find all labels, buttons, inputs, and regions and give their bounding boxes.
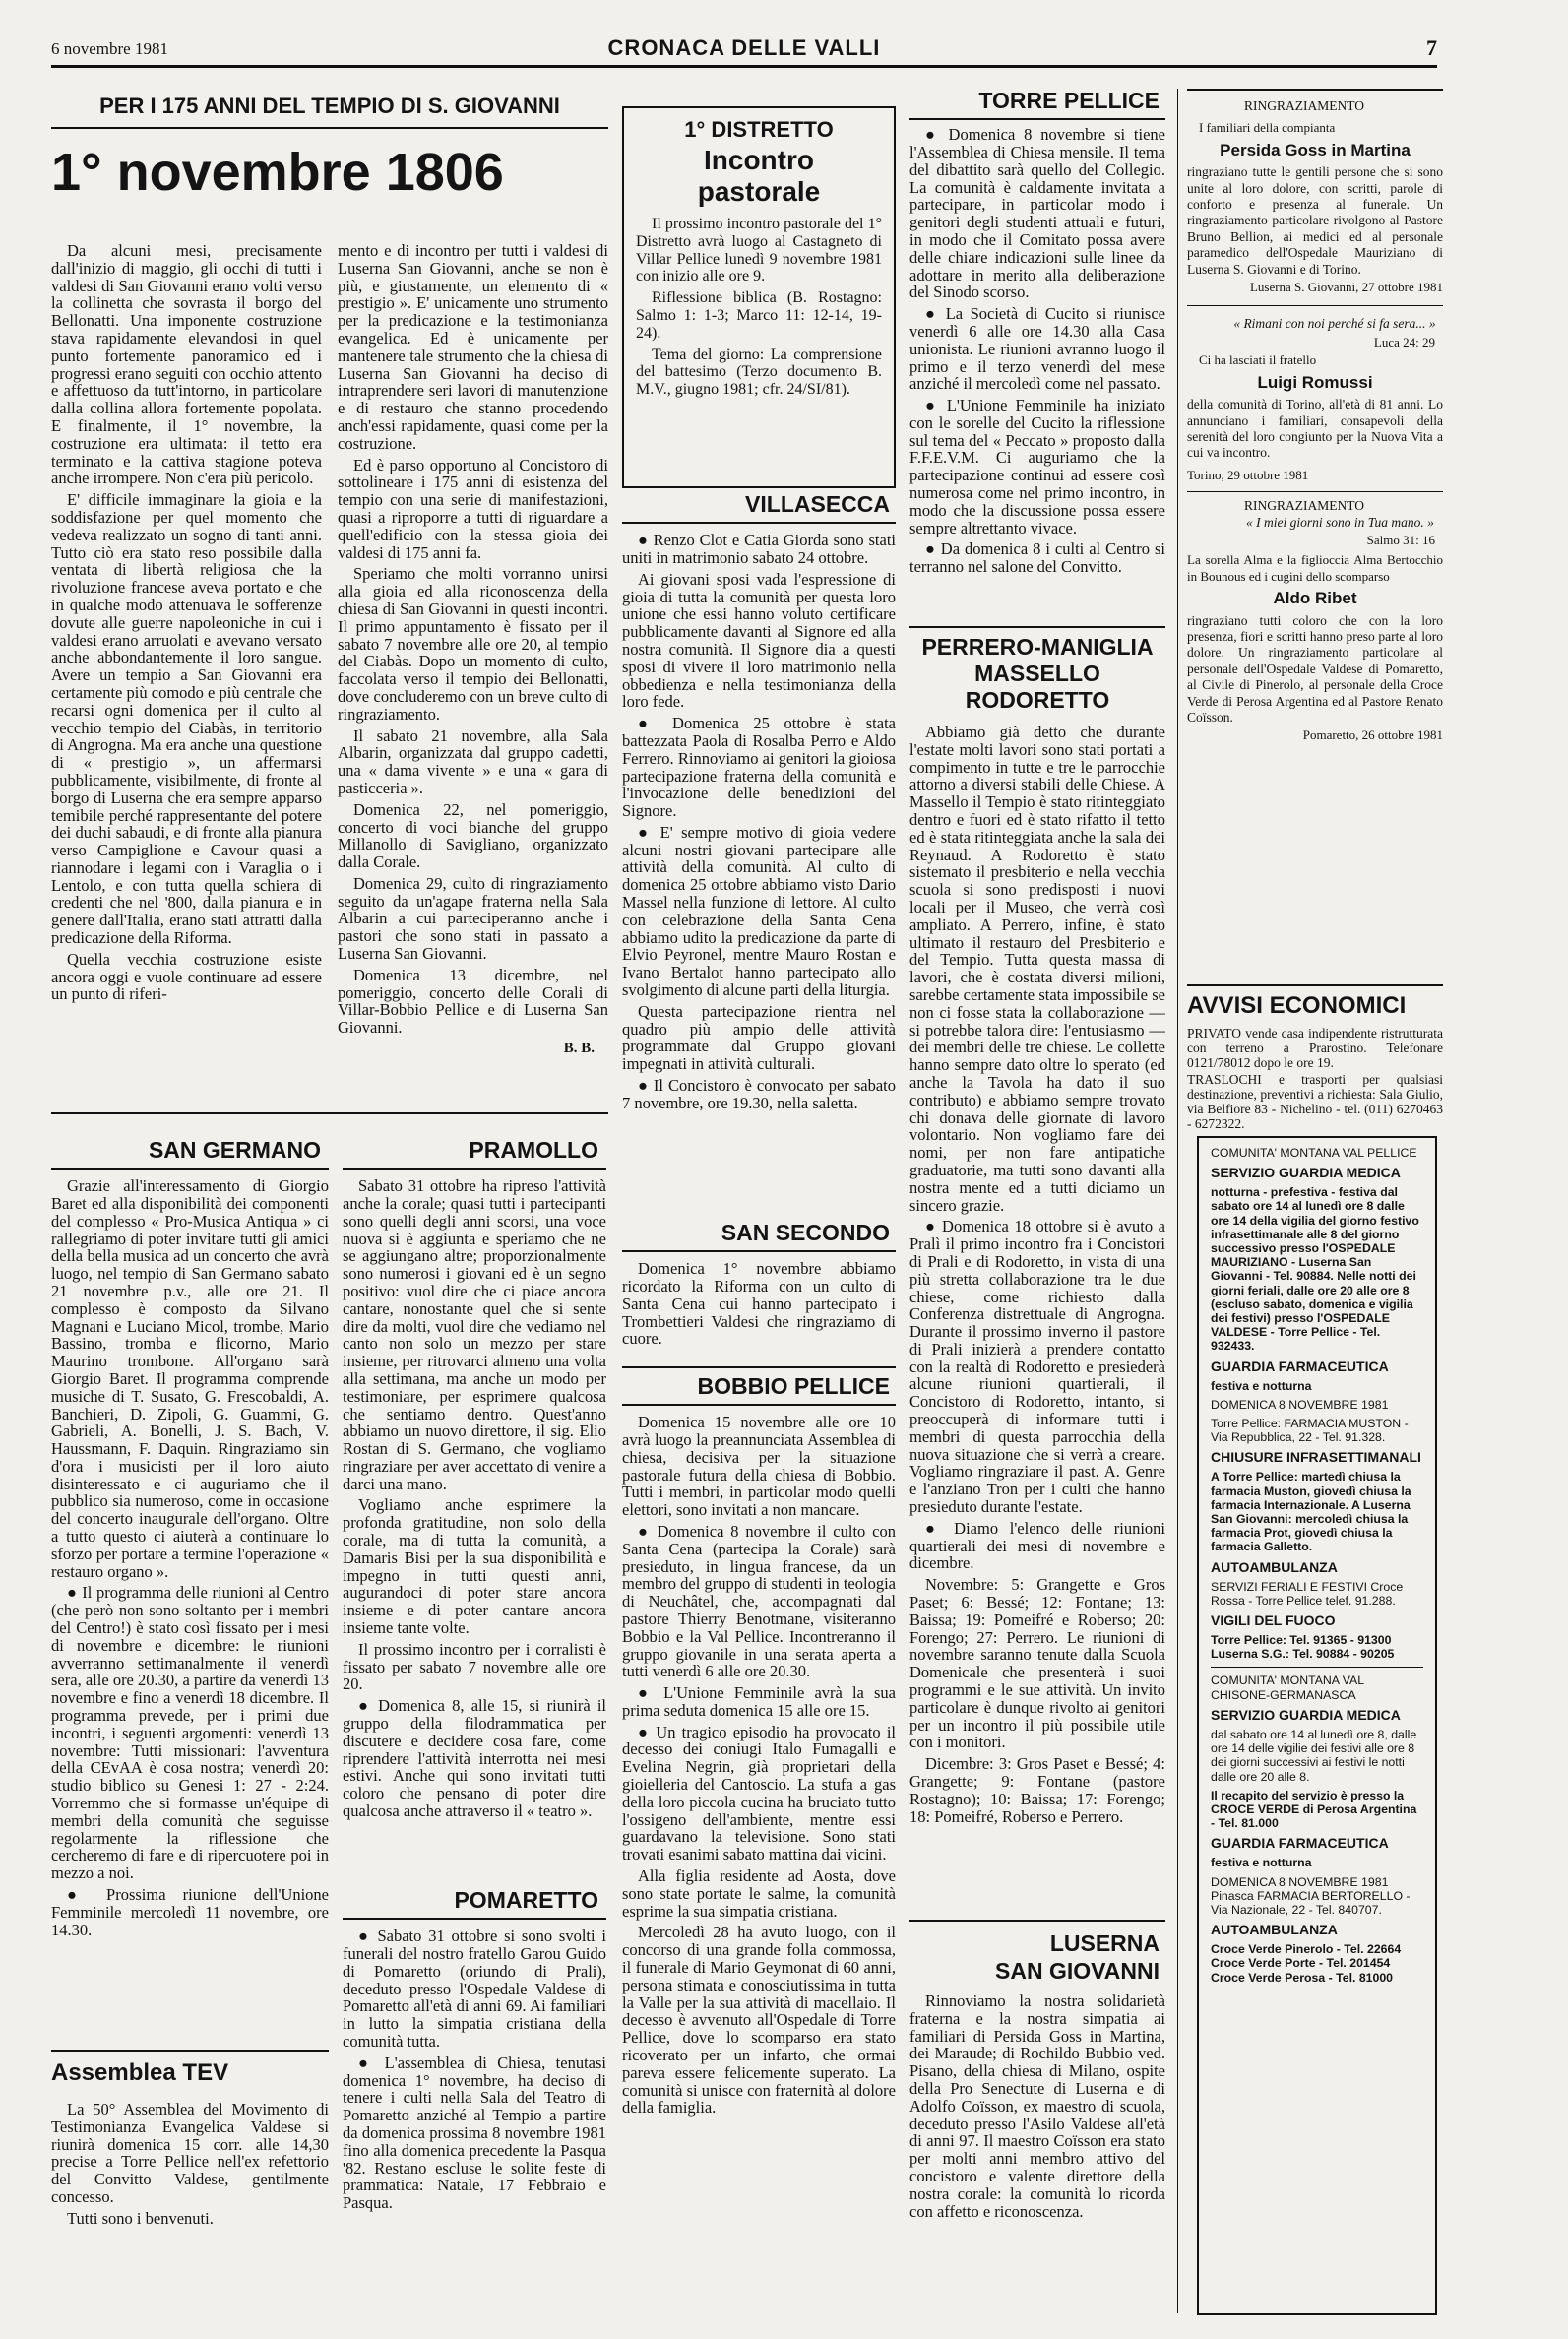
divider bbox=[51, 1112, 608, 1114]
paragraph: Tutti sono i benvenuti. bbox=[67, 2208, 214, 2228]
paragraph: Rinnoviamo la nostra solidarietà fraterna e la nostra simpatia ai familiari di Persida Goss in Martina, dei Maraude; di Rochildo Bubbio ved. Pisano, della chiesa di Milano, ospite della Pro Senectute di Luserna e di Adolfo Coïsson, ex maestro di scuola, deceduto presso l'Asilo Valdese all'età di anni 97. Il maestro Coïsson era stato per molti anni membro attivo del concistoro e valente direttore della nostra corale: la comunità lo ricorda con affetto e riconoscenza. bbox=[909, 1991, 1165, 2221]
services-heading: COMUNITA' MONTANA VAL CHISONE-GERMANASCA bbox=[1211, 1674, 1364, 1702]
services-chisone bbox=[1211, 1674, 1423, 1984]
obituary-name: Persida Goss in Martina bbox=[1220, 140, 1411, 159]
paragraph: Ai giovani sposi vada l'espressione di gioia di tutta la comunità per questa loro unione che essi hanno voluto certificare pubblicamente davanti al Signore ed alla nostra comunità. Il Signore dia a questi sposi di vivere il loro matrimonio nella obbedienza e nella testimonianza della loro fede. bbox=[622, 569, 896, 712]
services-box bbox=[1197, 1136, 1437, 2315]
article-bobbio bbox=[622, 1366, 896, 2313]
paragraph: Quella vecchia costruzione esiste ancora oggi e vuole continuare ad essere un punto di riferi- bbox=[51, 949, 322, 1004]
service-text: DOMENICA 8 NOVEMBRE 1981 bbox=[1211, 1397, 1389, 1412]
service-detail: Torre Pellice: Tel. 91365 - 91300 Luserna S.G.: Tel. 90884 - 90205 bbox=[1211, 1633, 1395, 1662]
classified-item: TRASLOCHI e trasporti per qualsiasi destinazione, preventivi a richiesta: Sala Giulio, via Belfiore 83 - Nichelino - tel. (011) 6270463 - 6272322. bbox=[1187, 1072, 1443, 1131]
divider bbox=[51, 2050, 329, 2052]
obituary-name: Luigi Romussi bbox=[1257, 372, 1373, 392]
obituary-text: ringraziano tutti coloro che con la loro presenza, fiori e scritti hanno preso parte al loro dolore. Un ringraziamento particolare al personale dell'Ospedale Valdese di Pomaretto, al Civile di Pinerolo, al personale della Croce Verde di Perosa Argentina ed al Pastore Renato Coïsson. bbox=[1187, 612, 1443, 725]
paragraph: Vogliamo anche esprimere la profonda gratitudine, non solo della corale, ma di tutta la comunità, a Damaris Bisi per la sua disponibilità e impegno in tutti questi anni, augurandoci di poter stare ancora insieme e di poter cantare ancora insieme tante volte. bbox=[343, 1495, 606, 1638]
paragraph: ● Diamo l'elenco delle riunioni quartierali dei mesi di novembre e dicembre. bbox=[909, 1518, 1165, 1573]
divider bbox=[1177, 89, 1178, 2313]
obituary-ref: Salmo 31: 16 bbox=[1366, 532, 1435, 547]
paragraph: Domenica 1° novembre abbiamo ricordato la Riforma con un culto di Santa Cena cui hanno partecipato i Trombettieri Valdesi che ringraziamo di cuore. bbox=[622, 1259, 896, 1349]
paper-title: CRONACA DELLE VALLI bbox=[607, 35, 881, 60]
service-detail: notturna - prefestiva - festiva dal sabato ore 14 al lunedì ore 8 dalle ore 14 della vigilia del giorno festivo infrasettimanale alle 8 del giorno successivo presso l'OSPEDALE MAURIZIANO - Luserna San Giovanni - Tel. 90884. Nelle notti dei giorni feriali, dalle ore 20 alle ore 8 (escluso sabato, domenica e vigilia dei festivi) presso l'OSPEDALE VALDESE - Torre Pellice - Tel. 932433. bbox=[1211, 1185, 1419, 1354]
services-pellice bbox=[1211, 1146, 1423, 1661]
services-heading: COMUNITA' MONTANA VAL PELLICE bbox=[1211, 1146, 1417, 1160]
obituary-quote: « I miei giorni sono in Tua mano. » bbox=[1246, 514, 1434, 530]
obituary-quote: « Rimani con noi perché si fa sera... » bbox=[1233, 316, 1436, 332]
obituary-ref: Luca 24: 29 bbox=[1373, 334, 1435, 349]
obituary-place: Pomaretto, 26 ottobre 1981 bbox=[1302, 727, 1443, 743]
paragraph: Novembre: 5: Grangette e Gros Paset; 6: Bessé; 12: Fontane; 13: Baissa; 19: Pomeifré e Roberso; 20: Forengo; 27: Perrero. Le riunioni di novembre saranno tenute dalla Scuola Domenicale che presenterà i suoi programmi e le sue attività. Un invito particolare è dunque rivolto ai genitori per un incontro il più possibile utile con i monitori. bbox=[909, 1575, 1165, 1752]
divider bbox=[1187, 305, 1443, 306]
article-column-1 bbox=[51, 242, 322, 1007]
article-pramollo bbox=[343, 1138, 606, 1880]
section-heading: AVVISI ECONOMICI bbox=[1187, 992, 1407, 1019]
paragraph: Questa partecipazione rientra nel quadro più ampio delle attività programmate dal Gruppo giovani impegnati in attività culturali. bbox=[622, 1001, 896, 1074]
service-title: GUARDIA FARMACEUTICA bbox=[1211, 1835, 1389, 1852]
article-pomaretto bbox=[343, 1888, 606, 2311]
article-tev bbox=[51, 2050, 329, 2313]
paragraph: Alla figlia residente ad Aosta, dove sono state portate le salme, la comunità esprime la sua simpatia cristiana. bbox=[622, 1866, 896, 1921]
paragraph: ● Domenica 18 ottobre si è avuto a Pralì il primo incontro fra i Concistori di Prali e di Rodoretto, in vista di una più stretta collaborazione tra le due chiese, come richiesto dalla Conferenza distrettuale di Angrogna. Durante il prossimo inverno il pastore di Prali inizierà a prendere contatto con la realtà di Rodoretto e presiederà alcune riunioni quartierali, il Concistoro di Rodoretto, intanto, si preoccuperà di informare tutti i membri di questa parrocchia della nuova situazione che si verrà a creare. Vogliamo ringraziare il past. A. Genre e l'anziano Tron per i culti che hanno presieduto durante l'estate. bbox=[909, 1217, 1165, 1517]
service-title: SERVIZIO GUARDIA MEDICA bbox=[1211, 1706, 1401, 1723]
obituary-place: Torino, 29 ottobre 1981 bbox=[1187, 467, 1309, 482]
service-detail: festiva e notturna bbox=[1211, 1856, 1312, 1870]
classified-item: PRIVATO vende casa indipendente ristrutturata con terreno a Prarostino. Telefonare 0121/78012 dopo le ore 19. bbox=[1187, 1026, 1443, 1070]
article-title: 1° novembre 1806 bbox=[51, 143, 504, 203]
divider bbox=[909, 1920, 1165, 1922]
service-title: GUARDIA FARMACEUTICA bbox=[1211, 1358, 1389, 1374]
obituary-intro: I familiari della compianta bbox=[1199, 120, 1336, 136]
divider bbox=[1187, 89, 1443, 91]
paragraph: Grazie all'interessamento di Giorgio Baret ed alla disponibilità dei componenti del complesso « Pro-Musica Antiqua » ci rallegriamo di poter invitare tutti gli amici della bella musica ad un concerto che avrà luogo, nel tempio di San Germano sabato 21 novembre p.v., alle ore 21. Il complesso è composto da Silvano Magnani e Luciano Micol, trombe, Mario Bassino, tromba e flicorno, Mario Maurino trombone. All'organo sarà Giorgio Baret. Il programma comprende musiche di T. Susato, G. Frescobaldi, A. Banchieri, D. Zipoli, G. Guammi, G. Gabrieli, A. Bonelli, J. S. Bach, V. Haussmann, F. Daquin. Ringraziamo sin d'ora i musicisti per il loro aiuto disinteressato e ci auguriamo che il pubblico sia numeroso, come in occasione del concerto inaugurale dell'organo. Oltre a tutto questo ci aiuterà a continuare lo sforzo per portare a termine l'operazione « restauro organo ». bbox=[51, 1176, 329, 1581]
obituary-head: RINGRAZIAMENTO bbox=[1244, 498, 1364, 514]
article-kicker: PER I 175 ANNI DEL TEMPIO DI S. GIOVANNI bbox=[99, 95, 560, 118]
paragraph: ● Domenica 8, alle 15, si riunirà il gruppo della filodrammatica per discutere e decidere cosa fare, come riprendere l'attività interrotta nei mesi estivi. Anche qui sono invitati tutti coloro che pensano di poter dire qualcosa anche attraverso il « teatro ». bbox=[343, 1696, 606, 1821]
section-heading: SAN GIOVANNI bbox=[995, 1958, 1160, 1984]
article-torre-pellice bbox=[909, 89, 1165, 620]
paragraph: Riflessione biblica (B. Rostagno: Salmo 1: 1-3; Marco 11: 12-14, 19-24). bbox=[636, 289, 882, 342]
paragraph: ● Il programma delle riunioni al Centro (che però non sono soltanto per i membri del Centro!) è stato così fissato per i mesi di novembre e dicembre: le riunioni avverranno settimanalmente il venerdì sera, alle ore 20.30, a partire da venerdì 13 novembre e fino a venerdì 18 dicembre. Il programma prevede, per i primi due incontri, i seguenti argomenti: venerdì 13 novembre: Tutti missionari: l'avventura della CEvAA è cosa nostra; venerdì 20: studio biblico su Genesi 1: 27 - 2:24. Vorremmo che si formasse un'équipe di membri della comunità che seguisse regolarmente la riflessione che cercheremo di fare e di ripercuotere poi in mezzo a noi. bbox=[51, 1583, 329, 1883]
section-heading: PRAMOLLO bbox=[343, 1138, 606, 1170]
paragraph: ● Il Concistoro è convocato per sabato 7 novembre, ore 19.30, nella saletta. bbox=[622, 1076, 896, 1112]
service-title: VIGILI DEL FUOCO bbox=[1211, 1612, 1336, 1629]
obituaries bbox=[1187, 89, 1443, 975]
paragraph: Speriamo che molti vorranno unirsi alla gioia ed alla riconoscenza della chiesa di San Giovanni in questi incontri. Il primo appuntamento è fissato per il sabato 7 novembre alle ore 20, al tempio del Ciabàs. Dopo un momento di culto, faccolata verso il tempio dei Bellonatti, dove concluderemo con un breve culto di ringraziamento. bbox=[338, 564, 608, 724]
service-text: Torre Pellice: FARMACIA MUSTON - Via Repubblica, 22 - Tel. 91.328. bbox=[1211, 1417, 1409, 1445]
service-text: DOMENICA 8 NOVEMBRE 1981 Pinasca FARMACIA BERTORELLO - Via Nazionale, 22 - Tel. 840707. bbox=[1211, 1874, 1411, 1917]
article-perrero bbox=[909, 626, 1165, 1928]
section-heading: POMARETTO bbox=[343, 1888, 606, 1920]
paragraph: Il prossimo incontro per i corralisti è fissato per sabato 7 novembre alle ore 20. bbox=[343, 1639, 606, 1694]
obituary-text: della comunità di Torino, all'età di 81 anni. Lo annunciano i familiari, consapevoli della serenità del loro congiunto per la Nuova Vita a cui va incontro. bbox=[1187, 397, 1443, 461]
obituary-name: Aldo Ribet bbox=[1273, 589, 1357, 608]
paragraph: ● Renzo Clot e Catia Giorda sono stati uniti in matrimonio sabato 24 ottobre. bbox=[622, 531, 896, 567]
service-detail: festiva e notturna bbox=[1211, 1378, 1312, 1393]
paragraph: ● E' sempre motivo di gioia vedere alcuni nostri giovani partecipare alle attività della comunità. Al culto di domenica 25 ottobre abbiamo visto Dario Massel nella funzione di lettore. Al culto con celebrazione della Santa Cena abbiamo udito la predicazione da parte di Elvio Peyronel, mentre Mauro Rostan e Ivano Bertalot hanno partecipato allo svolgimento di alcune parti della liturgia. bbox=[622, 822, 896, 1000]
page-number: 7 bbox=[1426, 35, 1437, 60]
section-heading: RODORETTO bbox=[965, 687, 1110, 713]
distretto-subtitle: pastorale bbox=[697, 176, 821, 208]
paragraph: ● L'Unione Femminile ha iniziato con le sorelle del Cucito la riflessione sul tema del « Peccato » proposto dalla F.F.E.V.M. Ci auguriamo che la partecipazione continui ad essere così numerosa come nel primo incontro, in modo che la discussione possa essere sempre altrettanto vivace. bbox=[909, 396, 1165, 537]
divider bbox=[1187, 984, 1443, 986]
section-heading: TORRE PELLICE bbox=[909, 89, 1165, 120]
section-heading: MASSELLO bbox=[974, 661, 1100, 686]
paragraph: Ed è parso opportuno al Concistoro di sottolineare i 175 anni di esistenza del tempio con una serie di manifestazioni, quasi a riproporre a tutti di riguardare a quell'edificio con la stessa gioia dei valdesi di 175 anni fa. bbox=[338, 455, 608, 562]
obituary-text: ringraziano tutte le gentili persone che si sono unite al loro dolore, con scritti, parole di conforto e presenza al funerale. Un ringraziamento particolare rivolgono al Pastore Bruno Bellion, ai medici ed al personale paramedico dell'Ospedale Mauriziano di Luserna S. Giovanni e di Torino. bbox=[1187, 164, 1443, 277]
distretto-box bbox=[622, 106, 896, 488]
paragraph: ● Da domenica 8 i culti al Centro si terranno nel salone del Convitto. bbox=[909, 539, 1165, 577]
divider bbox=[1211, 1667, 1423, 1668]
paragraph: Dicembre: 3: Gros Paset e Bessé; 4: Grangette; 9: Fontane (pastore Rostagno); 10: Baissa; 17: Forengo; 18: Pomeifré, Roberso e Perrero. bbox=[909, 1754, 1165, 1826]
paragraph: Domenica 15 novembre alle ore 10 avrà luogo la preannunciata Assemblea di chiesa, decisiva per la situazione pastorale futura della chiesa di Bobbio. Tutti i membri, in particolar modo quelli elettori, sono invitati a non mancare. bbox=[622, 1413, 896, 1520]
paragraph: ● Un tragico episodio ha provocato il decesso dei coniugi Italo Fumagalli e Evelina Negrin, già proprietari della gioielleria del Cantoscio. La stufa a gas della loro piccola cucina ha bruciato tutto l'ossigeno dell'ambiente, mentre essi guardavano la televisione. Sono stati trovati esanimi sabato mattina dai vicini. bbox=[622, 1722, 896, 1865]
paragraph: ● La Società di Cucito si riunisce venerdì 6 alle ore 14.30 alla Casa unionista. Le riunioni avranno luogo il primo e il terzo venerdì del mese anziché il mercoledì come nel passato. bbox=[909, 304, 1165, 394]
service-text: dal sabato ore 14 al lunedì ore 8, dalle ore 14 delle vigilie dei festivi alle ore 8 dei giorni successivi ai festivi le notti dalle ore 20 alle 8. bbox=[1211, 1727, 1417, 1784]
service-title: SERVIZIO GUARDIA MEDICA bbox=[1211, 1165, 1401, 1181]
paragraph: ● L'Unione Femminile avrà la sua prima seduta domenica 15 alle ore 15. bbox=[622, 1683, 896, 1720]
service-text: SERVIZI FERIALI E FESTIVI Croce Rossa - Torre Pellice telef. 91.288. bbox=[1211, 1579, 1404, 1608]
service-detail: Il recapito del servizio è presso la CROCE VERDE di Perosa Argentina - Tel. 81.000 bbox=[1211, 1788, 1417, 1831]
service-title: AUTOAMBULANZA bbox=[1211, 1922, 1338, 1938]
article-tempio bbox=[51, 95, 608, 1079]
divider bbox=[51, 127, 608, 129]
paragraph: Il sabato 21 novembre, alla Sala Albarin, organizzata dal gruppo cadetti, una « dama vivente » e una « gara di pasticceria ». bbox=[338, 726, 608, 797]
service-title: CHIUSURE INFRASETTIMANALI bbox=[1211, 1449, 1421, 1466]
page-header bbox=[51, 35, 1437, 68]
paragraph: ● Prossima riunione dell'Unione Femminile mercoledì 11 novembre, ore 14.30. bbox=[51, 1885, 329, 1939]
obituary-place: Luserna S. Giovanni, 27 ottobre 1981 bbox=[1249, 280, 1443, 295]
obituary-intro: La sorella Alma e la figlioccia Alma Bertocchio in Bounous ed i cugini dello scomparso bbox=[1187, 552, 1443, 584]
section-heading: PERRERO-MANIGLIA bbox=[921, 634, 1154, 660]
section-heading: SAN GERMANO bbox=[51, 1138, 329, 1170]
obituary-head: RINGRAZIAMENTO bbox=[1244, 98, 1364, 113]
paragraph: ● Domenica 8 novembre si tiene l'Assemblea di Chiesa mensile. Il tema del dibattito sarà quello del Collegio. La comunità è caldamente invitata a partecipare, in particolar modo i genitori degli studenti attuali e futuri, in modo che il Comitato possa avere delle chiare indicazioni sulle linee da adottare in merito alla deliberazione del Sinodo scorso. bbox=[909, 125, 1165, 302]
paragraph: Tema del giorno: La comprensione del battesimo (Terzo documento B. M.V., giugno 1981; cfr. 24/SI/81). bbox=[636, 346, 882, 399]
section-heading: LUSERNA bbox=[1049, 1930, 1160, 1956]
paragraph: La 50° Assemblea del Movimento di Testimonianza Evangelica Valdese si riunirà domenica 15 corr. alle 14,30 precise a Torre Pellice nell'ex refettorio del Convitto Valdese, gentilmente concesso. bbox=[51, 2100, 329, 2206]
divider bbox=[622, 1366, 896, 1368]
section-heading: VILLASECCA bbox=[622, 492, 896, 524]
paragraph: Sabato 31 ottobre ha ripreso l'attività anche la corale; quasi tutti i partecipanti sono quelli degli anni scorsi, una voce nuova si è aggiunta e speriamo che ne se aggiungano altre; proporzionalmente sono numerosi i giovani ed è un segno positivo: vuol dire che ci piace ancora cantare, nonostante quel che si sente dire da molti, vuol dire che vediamo nel canto non solo un mezzo per stare insieme, per ritrovarci almeno una volta alla settimana, ma anche un modo per testimoniare, per esprimere qualcosa che sentiamo dentro. Quest'anno abbiamo un nuovo direttore, il sig. Elio Rostan di S. Germano, che vogliamo ringraziare per aver accettato di venire a darci una mano. bbox=[343, 1176, 606, 1493]
article-san-secondo bbox=[622, 1221, 896, 1364]
issue-date: 6 novembre 1981 bbox=[51, 39, 168, 58]
classified-ads bbox=[1187, 984, 1443, 1132]
paragraph: ● Domenica 8 novembre il culto con Santa Cena (partecipa la Corale) sarà presieduto, in lingua francese, da un membro del gruppo di studenti in teologia di Neuchâtel, che, accompagnati dal pastore Thierry Benotmane, visiteranno Bobbio e la Val Pellice. Incontreranno il gruppo giovanile in una serata aperta a tutti venerdì 6 alle ore 20.30. bbox=[622, 1521, 896, 1681]
service-detail: A Torre Pellice: martedì chiusa la farmacia Muston, giovedì chiusa la farmacia Internazionale. A Luserna San Giovanni: mercoledì chiusa la farmacia Prot, giovedì chiusa la farmacia Galletto. bbox=[1211, 1470, 1411, 1554]
section-heading: SAN SECONDO bbox=[622, 1221, 896, 1252]
distretto-subtitle: Incontro bbox=[704, 145, 814, 176]
paragraph: mento e di incontro per tutti i valdesi di Luserna San Giovanni, anche se non è più, e giustamente, un elemento di « prestigio ». E' unicamente uno strumento per la predicazione e la testimonianza evangelica. Ed è unicamente per mantenere tale strumento che la chiesa di Luserna San Giovanni ha deciso di intraprendere seri lavori di manutenzione e di restauro che stanno procedendo anch'essi rapidamente, quasi come per la costruzione. bbox=[338, 241, 608, 453]
divider bbox=[909, 626, 1165, 628]
obituary-intro: Ci ha lasciati il fratello bbox=[1199, 352, 1317, 368]
article-column-2 bbox=[338, 242, 608, 1057]
signature: B. B. bbox=[563, 1041, 595, 1057]
paragraph: Abbiamo già detto che durante l'estate molti lavori sono stati portati a compimento in tutte e tre le parrocchie attorno a diversi stabili delle Chiese. A Massello il Tempio è stato ritinteggiato dentro e fuori ed è stato rifatto il tetto ed è stata ritinteggiata anche la sala dei Reynaud. A Rodoretto è stato sistemato il presbiterio e nella vecchia scuola si sono predisposti i nuovi locali per il Museo, che verrà così ampliato. A Perrero, infine, è stato ultimato il restauro del Presbiterio e del Tempio. Tutta questa massa di lavori, che è costata diversi milioni, sarebbe certamente stata impossibile se non ci fosse stata la collaborazione — si potrebbe talora dire: l'entusiasmo — dei membri delle tre chiese. Le collette hanno sempre dato oltre lo sperato (ed anche la Tavola ha dato il suo contributo) e abbiamo sempre trovato chi donava delle giornate di lavoro volontario. Non vogliamo fare dei nomi, per non fare antipatiche graduatorie, ma tutti sono davanti alla nostra mente ed a tutti diciamo un sincero grazie. bbox=[909, 723, 1165, 1215]
paragraph: E' difficile immaginare la gioia e la soddisfazione per quel momento che vedeva realizzato un sogno di tanti anni. Tutto ciò era stato reso possibile dalla ventata di libertà religiosa che la rivoluzione francese aveva portato e che in qualche modo attenuava le sofferenze dovute alle guerre napoleoniche in cui i valdesi erano arruolati e avevano versato anche abbondantemente il loro sangue. Avere un tempio a San Giovanni era certamente più comodo e più centrale che recarsi ogni domenica per il culto al vecchio tempio del Ciabàs, in territorio di Angrogna. Ma era anche una questione di « prestigio », un affermarsi pubblicamente, visibilmente, di fronte al borgo di Luserna che era sempre apparso temibile perché rappresentante del potere dei duchi sabaudi, e di fronte alla pianura verso Campiglione e Cavour quasi a riannodare i legami con i Varaglia o i Lentolo, e con tutta quella schiera di credenti che nel '800, dalla pianura e in genere dall'Italia, erano stati attratti dalla predicazione della Riforma. bbox=[51, 490, 322, 948]
paragraph: Domenica 22, nel pomeriggio, concerto di voci bianche del gruppo Millanollo di Savigliano, organizzato dalla Corale. bbox=[338, 799, 608, 872]
paragraph: ● L'assemblea di Chiesa, tenutasi domenica 1° novembre, ha deciso di tenere i culti nella Sala del Teatro di Pomaretto anziché al Tempio a partire da domenica prossima 8 novembre 1981 fino alla domenica precedente la Pasqua '82. Restano escluse le solite feste di prammatica: Natale, 17 Febbraio e Pasqua. bbox=[343, 2053, 606, 2213]
service-title: AUTOAMBULANZA bbox=[1211, 1558, 1338, 1575]
paragraph: ● Sabato 31 ottobre si sono svolti i funerali del nostro fratello Garou Guido di Pomaretto (oriundo di Prali), deceduto presso l'Ospedale Valdese di Pomaretto all'età di anni 69. Ai familiari in lutto la simpatia cristiana della comunità tutta. bbox=[343, 1927, 606, 2051]
divider bbox=[1187, 491, 1443, 492]
section-heading: BOBBIO PELLICE bbox=[622, 1374, 896, 1406]
service-detail: Croce Verde Pinerolo - Tel. 22664 Croce Verde Porte - Tel. 201454 Croce Verde Perosa - Tel. 81000 bbox=[1211, 1942, 1402, 1985]
paragraph: Domenica 29, culto di ringraziamento seguito da un'agape fraterna nella Sala Albarin a cui parteciperanno anche i pastori che sono stati in passato a Luserna San Giovanni. bbox=[338, 873, 608, 964]
paragraph: Domenica 13 dicembre, nel pomeriggio, concerto delle Corali di Villar-Bobbio Pellice e di Luserna San Giovanni. bbox=[338, 965, 608, 1038]
article-san-germano bbox=[51, 1138, 329, 2004]
distretto-title: 1° DISTRETTO bbox=[684, 117, 834, 142]
section-heading: Assemblea TEV bbox=[51, 2059, 229, 2086]
paragraph: Da alcuni mesi, precisamente dall'inizio di maggio, gli occhi di tutti i valdesi di San Giovanni erano volti verso la collinetta che sovrasta il borgo del Bellonatti. Una imponente costruzione stava rapidamente elevandosi in quel punto fortemente panoramico ed i progressi erano seguiti con occhio attento e affettuoso da tutt'intorno, in particolare dalla collina allora fortemente popolata. E finalmente, il 1° novembre, la costruzione era ultimata: il tetto era terminato e la cattiva stagione poteva anche irrompere. Non c'era più pericolo. bbox=[51, 241, 322, 488]
paragraph: Il prossimo incontro pastorale del 1° Distretto avrà luogo al Castagneto di Villar Pellice lunedì 9 novembre 1981 con inizio alle ore 9. bbox=[636, 216, 882, 285]
paragraph: ● Domenica 25 ottobre è stata battezzata Paola di Rosalba Perro e Aldo Ferrero. Rinnoviamo ai genitori la gioiosa partecipazione fraterna della comunità e l'invocazione delle benedizioni del Signore. bbox=[622, 714, 896, 821]
article-villasecca bbox=[622, 492, 896, 1226]
paragraph: Mercoledì 28 ha avuto luogo, con il concorso di una grande folla commossa, il funerale di Mario Geymonat di 60 anni, persona stimata e conosciutissima in tutta la Valle per la sua attività di macellaio. Il decesso è avvenuto all'Ospedale di Torre Pellice, dove lo scomparso era stato ricoverato per un infarto, che ormai pareva essere felicemente superato. La comunità si unisce con fraternità al dolore della famiglia. bbox=[622, 1923, 896, 2118]
article-luserna bbox=[909, 1920, 1165, 2304]
